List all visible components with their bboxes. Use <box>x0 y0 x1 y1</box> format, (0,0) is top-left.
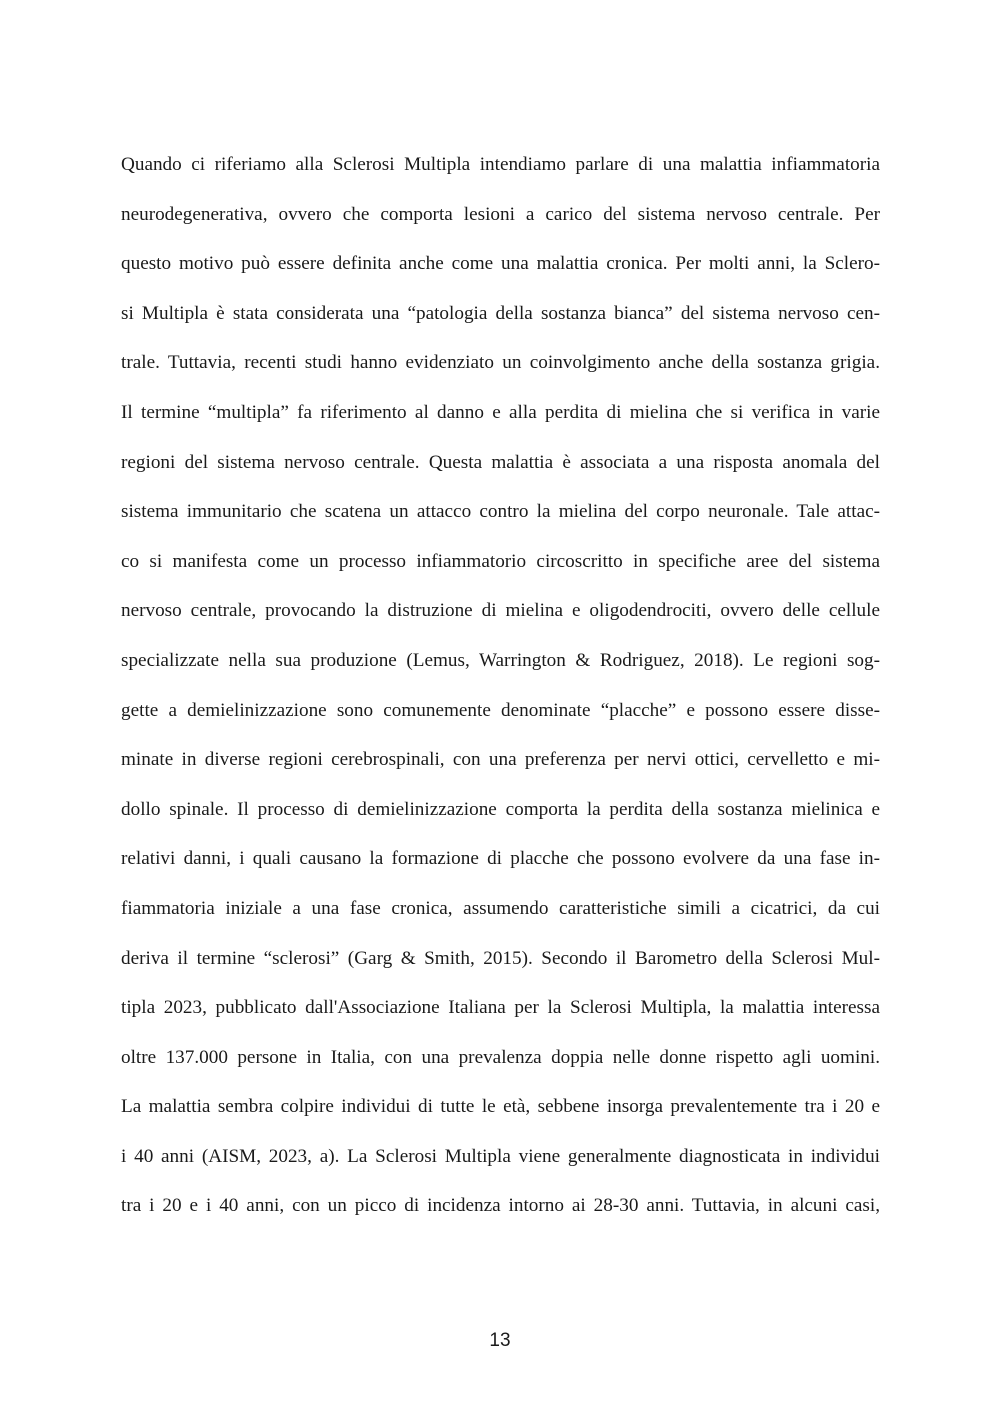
page-number: 13 <box>489 1330 511 1351</box>
text-line: gette a demielinizzazione sono comunemente denominate “placche” e possono essere disse- <box>121 699 880 721</box>
text-line: neurodegenerativa, ovvero che comporta lesioni a carico del sistema nervoso centrale. Per <box>121 203 880 225</box>
text-line: relativi danni, i quali causano la formazione di placche che possono evolvere da una fase in- <box>121 848 880 870</box>
text-line: nervoso centrale, provocando la distruzione di mielina e oligodendrociti, ovvero delle cellule <box>121 600 880 622</box>
text-line: questo motivo può essere definita anche come una malattia cronica. Per molti anni, la Sclero- <box>121 253 880 275</box>
text-line: minate in diverse regioni cerebrospinali, con una preferenza per nervi ottici, cervelletto e mi- <box>121 749 880 771</box>
text-line: co si manifesta come un processo infiammatorio circoscritto in specifiche aree del sistema <box>121 550 880 572</box>
text-line: La malattia sembra colpire individui di tutte le età, sebbene insorga prevalentemente tra i 20 e <box>121 1096 880 1118</box>
text-line: i 40 anni (AISM, 2023, a). La Sclerosi Multipla viene generalmente diagnosticata in individui <box>121 1145 880 1167</box>
text-line: trale. Tuttavia, recenti studi hanno evidenziato un coinvolgimento anche della sostanza grigia. <box>121 352 880 374</box>
body-paragraph <box>121 148 880 1239</box>
text-line: Quando ci riferiamo alla Sclerosi Multipla intendiamo parlare di una malattia infiammatoria <box>121 154 880 175</box>
text-line: regioni del sistema nervoso centrale. Questa malattia è associata a una risposta anomala del <box>121 451 880 473</box>
text-line: si Multipla è stata considerata una “patologia della sostanza bianca” del sistema nervoso cen- <box>121 302 880 324</box>
text-line: sistema immunitario che scatena un attacco contro la mielina del corpo neuronale. Tale attac- <box>121 501 880 523</box>
text-line: dollo spinale. Il processo di demielinizzazione comporta la perdita della sostanza mielinica e <box>121 798 880 820</box>
text-line: oltre 137.000 persone in Italia, con una prevalenza doppia nelle donne rispetto agli uomini. <box>121 1046 880 1068</box>
text-line: Il termine “multipla” fa riferimento al danno e alla perdita di mielina che si verifica in varie <box>121 401 880 423</box>
text-line: specializzate nella sua produzione (Lemus, Warrington & Rodriguez, 2018). Le regioni sog- <box>121 649 880 671</box>
text-line: tra i 20 e i 40 anni, con un picco di incidenza intorno ai 28-30 anni. Tuttavia, in alcuni casi, <box>121 1195 880 1217</box>
text-line: deriva il termine “sclerosi” (Garg & Smith, 2015). Secondo il Barometro della Sclerosi Mul- <box>121 947 880 969</box>
text-line: tipla 2023, pubblicato dall'Associazione Italiana per la Sclerosi Multipla, la malattia interessa <box>121 997 880 1019</box>
text-line: fiammatoria iniziale a una fase cronica, assumendo caratteristiche simili a cicatrici, da cui <box>121 897 880 919</box>
